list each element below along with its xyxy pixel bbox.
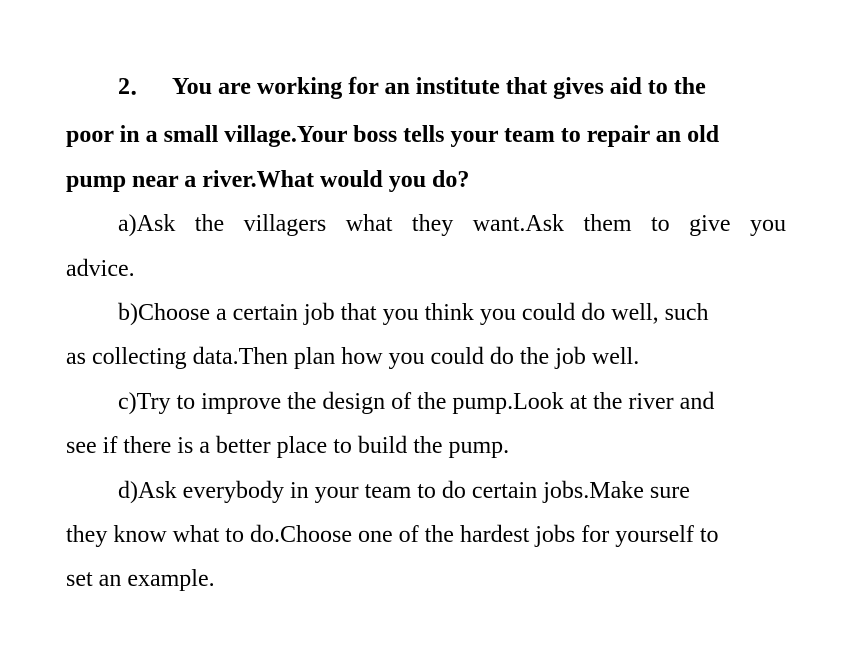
option-c-line-1: c)Try to improve the design of the pump.Look at the river and [118,389,715,415]
option-b-line-1: b)Choose a certain job that you think you could do well, such [118,300,709,326]
question-line-1 [118,72,786,102]
option-b-line-2: as collecting data.Then plan how you could do the job well. [66,344,640,370]
question-line-3: pump near a river.What would you do? [66,167,470,193]
option-a-line-2: advice. [66,256,135,282]
question-text-1: You are working for an institute that gives aid to the [172,74,706,100]
option-d-line-1: d)Ask everybody in your team to do certain jobs.Make sure [118,478,690,504]
option-d-line-3: set an example. [66,566,215,592]
option-a-line-1: a)Ask the villagers what they want.Ask them to give you [118,211,786,237]
option-c-line-2: see if there is a better place to build the pump. [66,433,510,459]
option-d-line-2: they know what to do.Choose one of the hardest jobs for yourself to [66,522,719,548]
question-line-2: poor in a small village.Your boss tells your team to repair an old [66,122,720,148]
question-number: 2． [118,74,154,100]
